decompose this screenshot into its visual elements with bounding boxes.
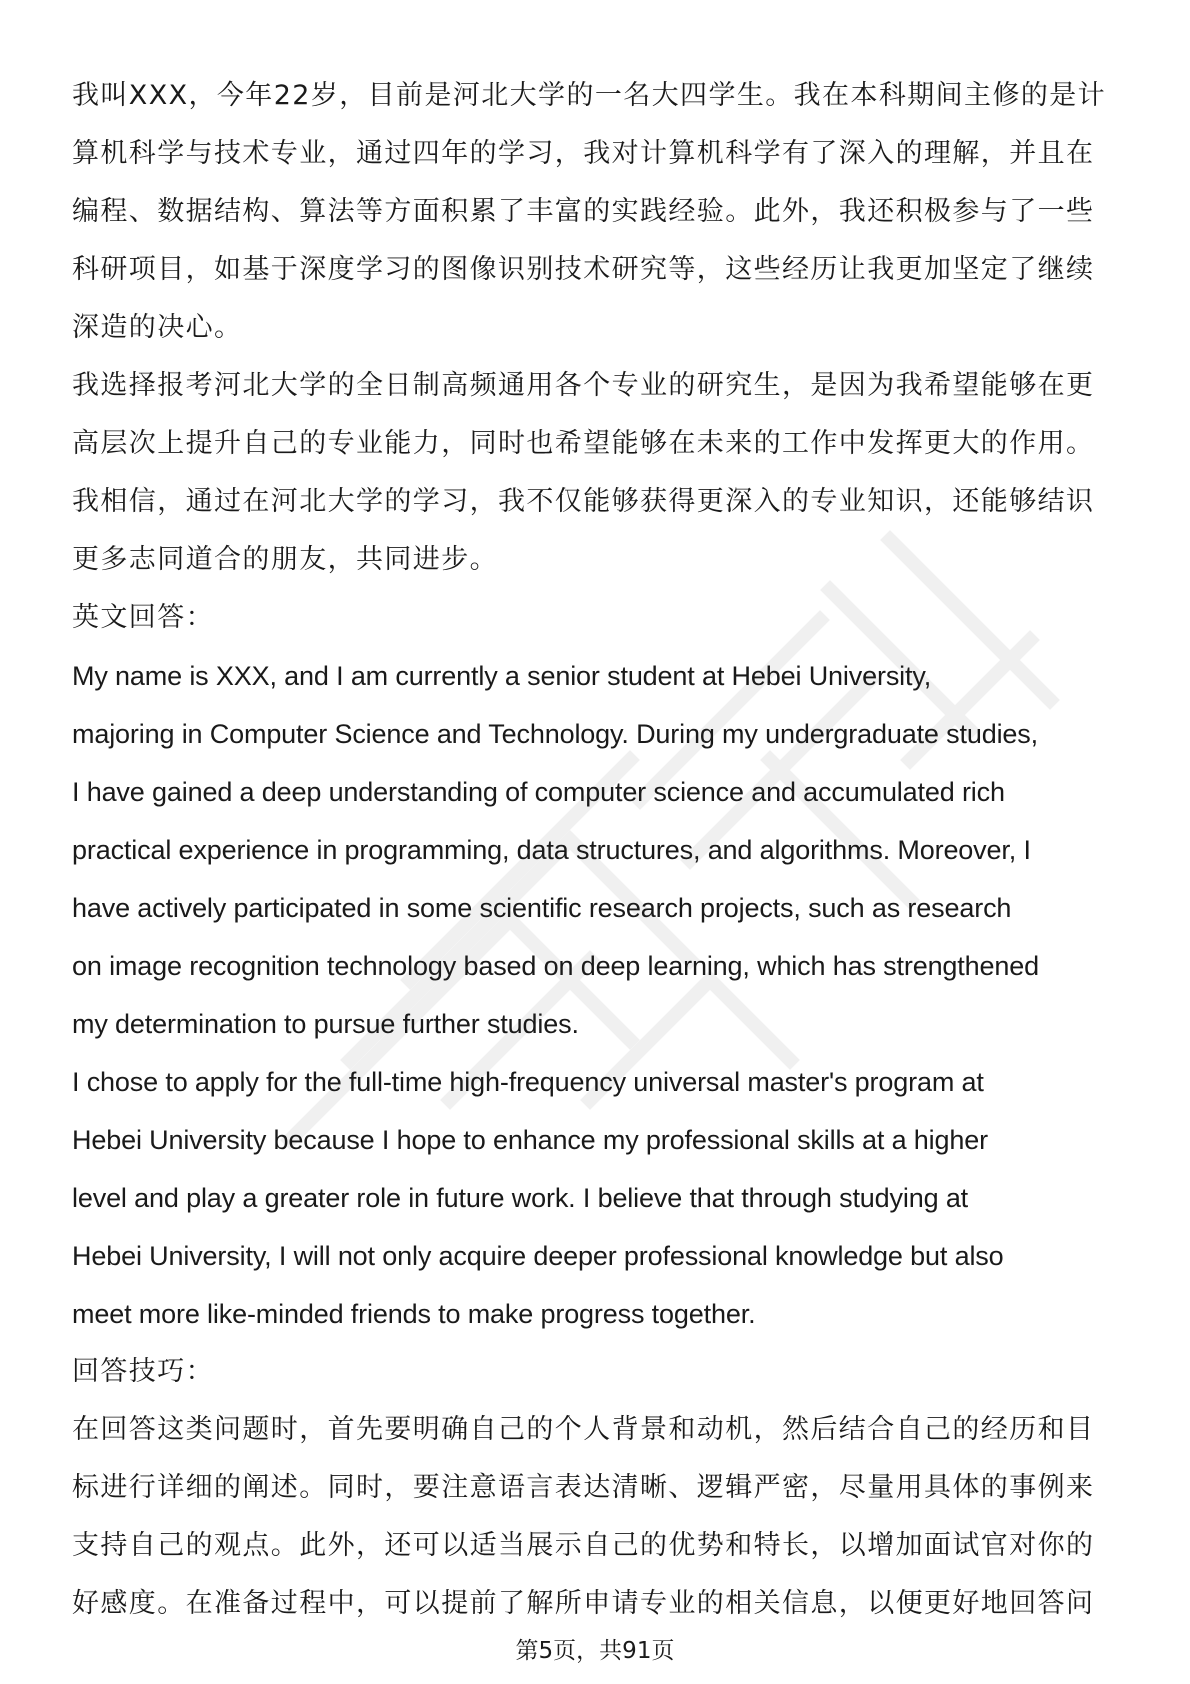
answer-tips-heading: 回答技巧：: [72, 1356, 214, 1387]
text-line: 更多志同道合的朋友，共同进步。: [72, 544, 498, 575]
text-line: 在回答这类问题时，首先要明确自己的个人背景和动机，然后结合自己的经历和目: [72, 1414, 1095, 1445]
intro-paragraph-cn: [72, 67, 1128, 357]
text-line: on image recognition technology based on deep learning, which has strengthened: [72, 951, 1039, 981]
text-line: meet more like-minded friends to make progress together.: [72, 1299, 756, 1329]
text-line: majoring in Computer Science and Technology. During my undergraduate studies,: [72, 719, 1039, 749]
text-line: I chose to apply for the full-time high-frequency universal master's program at: [72, 1067, 984, 1097]
text-line: have actively participated in some scientific research projects, such as research: [72, 893, 1012, 923]
text-line: 支持自己的观点。此外，还可以适当展示自己的优势和特长，以增加面试官对你的: [72, 1530, 1095, 1561]
text-line: 算机科学与技术专业，通过四年的学习，我对计算机科学有了深入的理解，并且在: [72, 138, 1095, 169]
text-line: 标进行详细的阐述。同时，要注意语言表达清晰、逻辑严密，尽量用具体的事例来: [72, 1472, 1095, 1503]
intro-paragraph-en: [72, 647, 1128, 1053]
english-answer-heading: 英文回答：: [72, 602, 214, 633]
text-line: 高层次上提升自己的专业能力，同时也希望能够在未来的工作中发挥更大的作用。: [72, 428, 1095, 459]
tips-paragraph-cn: [72, 1401, 1128, 1633]
text-line: my determination to pursue further studies.: [72, 1009, 579, 1039]
motivation-paragraph-en: [72, 1053, 1128, 1343]
text-line: 深造的决心。: [72, 312, 243, 343]
text-line: 科研项目，如基于深度学习的图像识别技术研究等，这些经历让我更加坚定了继续: [72, 254, 1095, 285]
text-line: 我叫XXX，今年22岁，目前是河北大学的一名大四学生。我在本科期间主修的是计: [72, 80, 1107, 111]
text-line: 我选择报考河北大学的全日制高频通用各个专业的研究生，是因为我希望能够在更: [72, 370, 1095, 401]
main-content: [72, 67, 1128, 1633]
motivation-paragraph-cn: [72, 357, 1128, 589]
text-line: level and play a greater role in future work. I believe that through studying at: [72, 1183, 969, 1213]
text-line: I have gained a deep understanding of computer science and accumulated rich: [72, 777, 1005, 807]
text-line: Hebei University because I hope to enhance my professional skills at a higher: [72, 1125, 988, 1155]
text-line: 好感度。在准备过程中，可以提前了解所申请专业的相关信息，以便更好地回答问: [72, 1588, 1095, 1619]
text-line: My name is XXX, and I am currently a senior student at Hebei University,: [72, 661, 932, 691]
page-number-footer: 第5页，共91页: [515, 1638, 675, 1664]
text-line: Hebei University, I will not only acquire deeper professional knowledge but also: [72, 1241, 1004, 1271]
text-line: 编程、数据结构、算法等方面积累了丰富的实践经验。此外，我还积极参与了一些: [72, 196, 1095, 227]
text-line: 我相信，通过在河北大学的学习，我不仅能够获得更深入的专业知识，还能够结识: [72, 486, 1095, 517]
text-line: practical experience in programming, data structures, and algorithms. Moreover, I: [72, 835, 1031, 865]
